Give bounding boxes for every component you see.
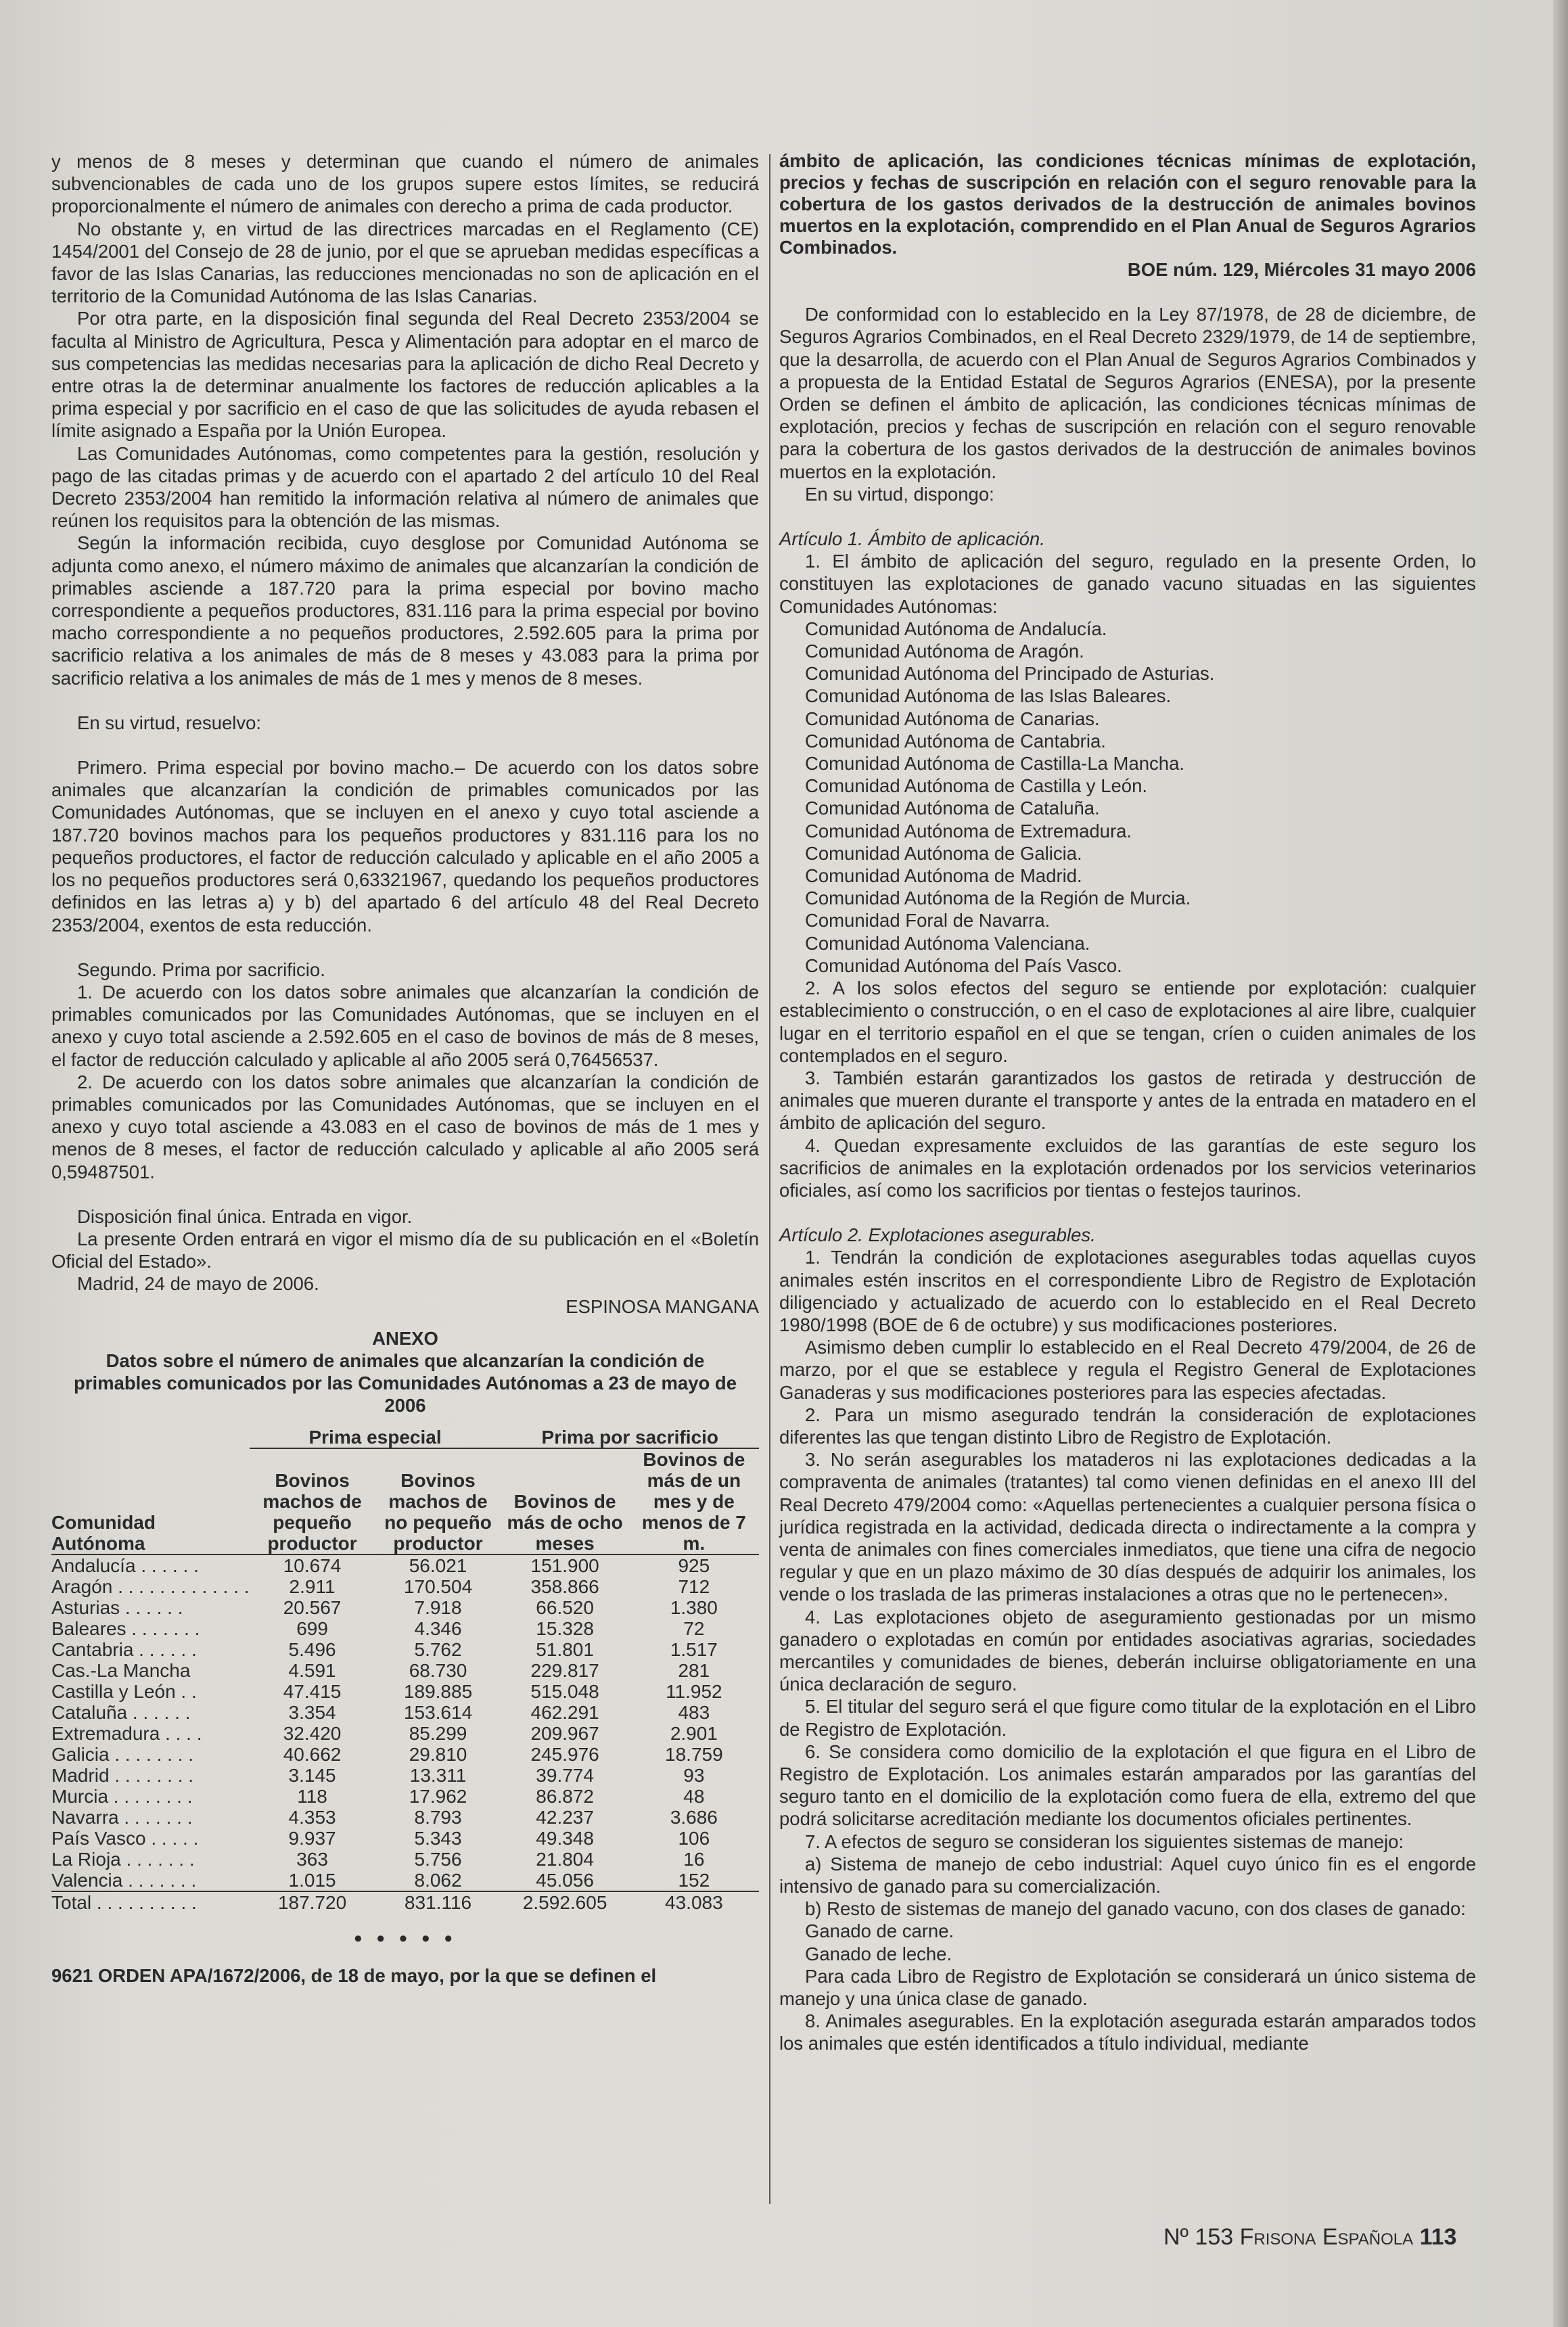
issue-number: Nº 153 — [1163, 2224, 1234, 2250]
table-cell-value: 2.592.605 — [501, 1891, 629, 1913]
table-cell-value: 831.116 — [375, 1891, 501, 1913]
list-item: Comunidad Autónoma de Cataluña. — [805, 798, 1100, 819]
table-cell-value: 151.900 — [530, 1554, 599, 1576]
table-row — [51, 1870, 759, 1891]
communities-list — [779, 618, 1476, 977]
table-cell-region: Asturias . . . . . . — [51, 1596, 183, 1618]
table-cell-value: 3.686 — [670, 1806, 718, 1828]
table-cell-region: Aragón . . . . . . . . . . . . . — [51, 1575, 250, 1597]
article-2-paragraph-4: 3. No serán asegurables los mataderos ni las explotaciones dedicadas a la compraventa de animales (tratantes) tal como vienen definidas en el anexo III del Real Decreto 479/2004 como: «Aquellas pertenecientes a cualquier persona física o jurídica registrada en la actividad, dedicada directa o indirectamente a la compra y venta de animales con fines comerciales inmediatos, que tiene una cifra de negocio regular y que en un plazo máximo de 30 días después de adquirir los animales, los vende o los traslada de las primeras instalaciones a otras que no le pertenecen». — [779, 1449, 1476, 1605]
table-cell-value: 3.354 — [288, 1701, 336, 1723]
table-group-prima-sacrificio: Prima por sacrificio — [501, 1427, 759, 1448]
right-column — [779, 150, 1476, 2055]
table-cell-value: 15.328 — [536, 1617, 594, 1639]
list-item: Comunidad Autónoma de Andalucía. — [805, 618, 1107, 639]
page-footer — [1163, 2224, 1456, 2251]
table-cell-value: 32.420 — [283, 1722, 342, 1744]
table-cell-value: 712 — [678, 1575, 710, 1597]
table-cell-value: 483 — [678, 1701, 710, 1723]
table-cell-region: Total . . . . . . . . . . — [51, 1891, 250, 1913]
table-cell-value: 2.901 — [670, 1722, 718, 1744]
left-paragraph-resuelvo: En su virtud, resuelvo: — [77, 712, 262, 733]
table-cell-region: Valencia . . . . . . . — [51, 1869, 197, 1891]
table-row — [51, 1554, 759, 1576]
table-cell-value: 925 — [678, 1554, 710, 1576]
left-paragraph-disposicion: Disposición final única. Entrada en vigor. — [77, 1205, 413, 1227]
table-cell-value: 72 — [683, 1617, 705, 1639]
article-2-paragraph-3: 2. Para un mismo asegurado tendrán la consideración de explotaciones diferentes las que tengan distinto Libro de Registro de Explotación. — [779, 1404, 1476, 1448]
left-paragraph-entrada-vigor: La presente Orden entrará en vigor el mismo día de su publicación en el «Boletín Oficial del Estado». — [51, 1228, 759, 1272]
table-cell-value: 245.976 — [530, 1743, 599, 1765]
table-row — [51, 1786, 759, 1807]
article-2-paragraph-7: 6. Se considera como domicilio de la explotación el que figura en el Libro de Registro de Explotación. Los animales estarán amparados por las garantías del seguro tanto en el domicilio de la explotación como fuera de ella, extremo del que podrá solicitarse acreditación mediante los documentos oficiales pertinentes. — [779, 1741, 1476, 1830]
list-item: Comunidad Autónoma de Cantabria. — [805, 730, 1106, 752]
table-cell-value: 47.415 — [283, 1680, 342, 1702]
table-cell-value: 462.291 — [530, 1701, 599, 1723]
article-2-paragraph-2: Asimismo deben cumplir lo establecido en el Real Decreto 479/2004, de 26 de marzo, por el que se establece y regula el Registro General de Explotaciones Ganaderas y sus modificaciones posteriores para las especies afectadas. — [779, 1337, 1476, 1403]
order-heading-continued: ámbito de aplicación, las condiciones técnicas mínimas de explotación, precios y fechas de suscripción en relación con el seguro renovable para la cobertura de los gastos derivados de la destrucción de animales bovinos muertos en la explotación, comprendido en el Plan Anual de Seguros Agrarios Combinados. — [779, 150, 1476, 258]
table-cell-value: 4.353 — [288, 1806, 336, 1828]
table-cell-region: Madrid . . . . . . . . — [51, 1764, 194, 1786]
left-paragraph-1: y menos de 8 meses y determinan que cuando el número de animales subvencionables de cada uno de los grupos supere estos límites, se reducirá proporcionalmente el número de animales con derecho a prima de cada productor. — [51, 151, 759, 217]
table-cell-value: 5.343 — [414, 1827, 462, 1849]
annex-title: ANEXO — [372, 1327, 438, 1349]
table-row — [51, 1828, 759, 1849]
article-2-paragraph-12: Ganado de leche. — [805, 1943, 952, 1964]
table-cell-value: 358.866 — [530, 1575, 599, 1597]
left-paragraph-4: Las Comunidades Autónomas, como competentes para la gestión, resolución y pago de las citadas primas y de acuerdo con el apartado 2 del artículo 10 del Real Decreto 2353/2004 han remitido la información relativa al número de animales que reúnen los requisitos para la obtención de las mismas. — [51, 442, 759, 532]
table-cell-value: 29.810 — [409, 1743, 467, 1765]
table-cell-value: 51.801 — [536, 1638, 594, 1660]
article-1-paragraph-2: 2. A los solos efectos del seguro se entiende por explotación: cualquier establecimiento o construcción, o en el caso de explotaciones al aire libre, cualquier lugar en el territorio español en el que se tengan, críen o cuiden animales de los contemplados en el seguro. — [779, 977, 1476, 1066]
list-item: Comunidad Autónoma de las Islas Baleares. — [805, 685, 1172, 707]
list-item: Comunidad Autónoma del País Vasco. — [805, 954, 1122, 976]
left-paragraph-segundo-1: 1. De acuerdo con los datos sobre animales que alcanzarían la condición de primables comunicados por las Comunidades Autónomas, que se incluyen en el anexo y cuyo total asciende a 2.592.605 en el caso de bovinos de más de 8 meses, el factor de reducción calculado y aplicable al año 2005 será 0,76456537. — [51, 981, 759, 1070]
table-cell-value: 85.299 — [409, 1722, 467, 1744]
table-cell-region: La Rioja . . . . . . . — [51, 1848, 195, 1870]
table-cell-value: 281 — [678, 1659, 710, 1681]
article-2-paragraph-1: 1. Tendrán la condición de explotaciones asegurables todas aquellas cuyos animales estén inscritos en el correspondiente Libro de Registro de Explotación diligenciado y actualizado de acuerdo con lo establecido en el Real Decreto 1980/1998 (BOE de 6 de octubre) y sus modificaciones posteriores. — [779, 1247, 1476, 1335]
article-1-paragraph-3: 3. También estarán garantizados los gastos de retirada y destrucción de animales que mueren durante el transporte y antes de la entrada en matadero en el ámbito de aplicación del seguro. — [779, 1067, 1476, 1134]
article-2-paragraph-9: a) Sistema de manejo de cebo industrial: Aquel cuyo único fin es el engorde intensivo de ganado para su comercialización. — [779, 1853, 1476, 1897]
magazine-name: Frisona Española — [1239, 2224, 1414, 2250]
list-item: Comunidad Autónoma de Castilla y León. — [805, 775, 1148, 797]
table-cell-value: 4.591 — [288, 1659, 336, 1681]
table-cell-value: 93 — [683, 1764, 705, 1786]
table-cell-value: 4.346 — [414, 1617, 462, 1639]
article-2-paragraph-8: 7. A efectos de seguro se consideran los siguientes sistemas de manejo: — [805, 1830, 1404, 1852]
table-cell-value: 1.517 — [670, 1638, 718, 1660]
table-cell-value: 1.015 — [288, 1869, 336, 1891]
list-item: Comunidad Autónoma de Aragón. — [805, 641, 1084, 662]
left-paragraph-2: No obstante y, en virtud de las directrices marcadas en el Reglamento (CE) 1454/2001 del Consejo de 28 de junio, por el que se aprueban medidas específicas a favor de las Islas Canarias, las reducciones mencionadas no son de aplicación en el territorio de la Comunidad Autónoma de las Islas Canarias. — [51, 218, 759, 307]
table-cell-value: 16 — [683, 1848, 705, 1870]
table-row — [51, 1807, 759, 1828]
table-cell-value: 10.674 — [283, 1554, 342, 1576]
list-item: Comunidad Autónoma de Castilla-La Mancha. — [805, 753, 1185, 775]
article-1-paragraph-1: 1. El ámbito de aplicación del seguro, regulado en la presente Orden, lo constituyen las explotaciones de ganado vacuno situadas en las siguientes Comunidades Autónomas: — [779, 551, 1476, 617]
list-item: Comunidad Autónoma de Madrid. — [805, 865, 1082, 887]
table-cell-value: 1.380 — [670, 1596, 718, 1618]
table-cell-value: 187.720 — [250, 1891, 375, 1913]
table-total-row — [51, 1891, 759, 1913]
table-row — [51, 1765, 759, 1786]
article-2-title: Artículo 2. Explotaciones asegurables. — [779, 1224, 1096, 1246]
signature: ESPINOSA MANGANA — [566, 1295, 759, 1317]
boe-reference: BOE núm. 129, Miércoles 31 mayo 2006 — [1127, 259, 1476, 280]
table-cell-value: 515.048 — [530, 1680, 599, 1702]
table-cell-region: Castilla y León . . — [51, 1680, 197, 1702]
table-cell-value: 56.021 — [409, 1554, 467, 1576]
table-row — [51, 1723, 759, 1744]
list-item: Comunidad Autónoma de la Región de Murcia. — [805, 888, 1191, 909]
left-paragraph-5: Según la información recibida, cuyo desglose por Comunidad Autónoma se adjunta como anexo, el número máximo de animales que alcanzarían la condición de primables asciende a 187.720 para la prima especial por bovino macho correspondiente a pequeños productores, 831.116 para la prima especial por bovino macho correspondiente a no pequeños productores, 2.592.605 para la prima por sacrificio relativa a los animales de más de 8 meses y 43.083 para la prima por sacrificio relativa a los animales de más de 1 mes y menos de 8 meses. — [51, 532, 759, 689]
table-cell-region: Extremadura . . . . — [51, 1722, 202, 1744]
table-cell-value: 8.793 — [414, 1806, 462, 1828]
table-cell-value: 86.872 — [536, 1785, 594, 1807]
annex-table — [51, 1427, 759, 1913]
article-2-paragraph-6: 5. El titular del seguro será el que figure como titular de la explotación en el Libro de Registro de Explotación. — [779, 1696, 1476, 1740]
table-cell-value: 153.614 — [403, 1701, 473, 1723]
order-heading: 9621 ORDEN APA/1672/2006, de 18 de mayo, por la que se definen el — [51, 1964, 657, 1986]
table-row — [51, 1576, 759, 1597]
table-cell-value: 5.762 — [414, 1638, 462, 1660]
table-cell-value: 209.967 — [530, 1722, 599, 1744]
table-cell-region: Murcia . . . . . . . . — [51, 1785, 193, 1807]
table-cell-region: Andalucía . . . . . . — [51, 1554, 199, 1576]
list-item: Comunidad Autónoma de Canarias. — [805, 708, 1100, 729]
table-cell-value: 39.774 — [536, 1764, 594, 1786]
table-cell-value: 9.937 — [288, 1827, 336, 1849]
table-cell-value: 18.759 — [665, 1743, 723, 1765]
table-row — [51, 1702, 759, 1723]
left-paragraph-segundo-title: Segundo. Prima por sacrificio. — [77, 959, 325, 980]
table-cell-region: Baleares . . . . . . . — [51, 1617, 200, 1639]
article-2-paragraph-5: 4. Las explotaciones objeto de aseguramiento gestionadas por un mismo ganadero o explotadas en común por entidades asociativas agrarias, sociedades mercantiles y comunidades de bienes, deberán incluirse obligatoriamente en una única declaración de seguro. — [779, 1606, 1476, 1695]
table-cell-region: Galicia . . . . . . . . — [51, 1743, 194, 1765]
table-cell-value: 118 — [297, 1785, 327, 1807]
annex-subtitle: Datos sobre el número de animales que alcanzarían la condición de primables comunicados por las Comunidades Autónomas a 23 de mayo de 2006 — [73, 1350, 737, 1416]
table-cell-value: 20.567 — [283, 1596, 342, 1618]
right-paragraph-1: De conformidad con lo establecido en la Ley 87/1978, de 28 de diciembre, de Seguros Agrarios Combinados, en el Real Decreto 2329/1979, de 14 de septiembre, que la desarrolla, de acuerdo con el Plan Anual de Seguros Agrarios Combinados y a propuesta de la Entidad Estatal de Seguros Agrarios (ENESA), por la presente Orden se definen el ámbito de aplicación, las condiciones técnicas mínimas de explotación, precios y fechas de suscripción en relación con el seguro renovable para la cobertura de los gastos derivados de la destrucción de animales bovinos muertos en la explotación. — [779, 304, 1476, 482]
table-row — [51, 1849, 759, 1870]
table-cell-value: 699 — [296, 1617, 328, 1639]
table-cell-value: 49.348 — [536, 1827, 594, 1849]
table-cell-value: 7.918 — [414, 1596, 462, 1618]
table-header-mas-un-mes: Bovinos de más de un mes y de menos de 7 m. — [629, 1448, 759, 1554]
table-header-mas-ocho: Bovinos de más de ocho meses — [501, 1448, 629, 1554]
table-row — [51, 1639, 759, 1660]
table-group-prima-especial: Prima especial — [250, 1427, 501, 1448]
left-column — [51, 150, 759, 1987]
table-cell-value: 8.062 — [414, 1869, 462, 1891]
page-number: 113 — [1419, 2224, 1457, 2250]
left-paragraph-fecha: Madrid, 24 de mayo de 2006. — [77, 1273, 319, 1295]
table-header-pequeno: Bovinos machos de pequeño productor — [250, 1448, 375, 1554]
list-item: Comunidad Autónoma de Extremadura. — [805, 820, 1132, 842]
table-cell-value: 170.504 — [403, 1575, 473, 1597]
table-row — [51, 1597, 759, 1618]
list-item: Comunidad Autónoma Valenciana. — [805, 932, 1090, 954]
table-cell-value: 189.885 — [403, 1680, 473, 1702]
table-cell-value: 21.804 — [536, 1848, 594, 1870]
table-cell-value: 2.911 — [289, 1575, 336, 1597]
article-2-paragraph-11: Ganado de carne. — [805, 1920, 954, 1942]
table-header-comunidad: Comunidad Autónoma — [51, 1448, 250, 1554]
left-paragraph-3: Por otra parte, en la disposición final segunda del Real Decreto 2353/2004 se faculta al Ministro de Agricultura, Pesca y Alimentación para adoptar en el marco de sus competencias las medidas necesarias para la aplicación de dicho Real Decreto y entre otras la de determinar anualmente los factores de reducción aplicables a la prima especial y por sacrificio en el caso de que las solicitudes de ayuda rebasen el límite asignado a España por la Unión Europea. — [51, 308, 759, 442]
table-cell-value: 66.520 — [536, 1596, 594, 1618]
article-1-paragraph-4: 4. Quedan expresamente excluidos de las garantías de este seguro los sacrificios de animales en la explotación ordenados por los servicios veterinarios oficiales, así como los sacrificios por tientas o festejos taurinos. — [779, 1134, 1476, 1201]
table-cell-value: 5.756 — [414, 1848, 462, 1870]
table-row — [51, 1681, 759, 1702]
right-paragraph-dispongo: En su virtud, dispongo: — [805, 483, 994, 505]
article-1-title: Artículo 1. Ámbito de aplicación. — [779, 528, 1045, 550]
table-cell-value: 13.311 — [409, 1764, 467, 1786]
column-divider — [769, 154, 770, 2204]
list-item: Comunidad Autónoma de Galicia. — [805, 842, 1082, 864]
page-spine-shadow — [1553, 0, 1568, 2327]
table-cell-region: Cas.-La Mancha — [51, 1659, 191, 1681]
table-cell-region: Navarra . . . . . . . — [51, 1806, 193, 1828]
table-cell-region: Cantabria . . . . . . — [51, 1638, 197, 1660]
article-2-paragraph-10: b) Resto de sistemas de manejo del ganado vacuno, con dos clases de ganado: — [805, 1898, 1466, 1920]
annex-table-body — [51, 1554, 759, 1913]
table-cell-value: 11.952 — [666, 1680, 722, 1702]
article-2-paragraph-14: 8. Animales asegurables. En la explotación asegurada estarán amparados todos los animales que estén identificados a título individual, mediante — [779, 2010, 1476, 2054]
table-cell-value: 229.817 — [530, 1659, 599, 1681]
table-row — [51, 1618, 759, 1639]
table-row — [51, 1660, 759, 1681]
table-cell-value: 363 — [296, 1848, 328, 1870]
table-cell-value: 48 — [683, 1785, 705, 1807]
list-item: Comunidad Autónoma del Principado de Asturias. — [805, 663, 1215, 685]
left-paragraph-segundo-2: 2. De acuerdo con los datos sobre animales que alcanzarían la condición de primables comunicados por las Comunidades Autónomas, que se incluyen en el anexo y cuyo total asciende a 43.083 en el caso de bovinos de más de 1 mes y menos de 8 meses, el factor de reducción calculado y aplicable al año 2005 será 0,59487501. — [51, 1071, 759, 1182]
table-cell-value: 45.056 — [536, 1869, 594, 1891]
table-cell-value: 40.662 — [283, 1743, 342, 1765]
table-cell-value: 5.496 — [288, 1638, 336, 1660]
table-cell-value: 43.083 — [629, 1891, 759, 1913]
table-cell-value: 106 — [678, 1827, 710, 1849]
table-cell-value: 3.145 — [288, 1764, 336, 1786]
table-cell-value: 17.962 — [409, 1785, 467, 1807]
table-cell-value: 68.730 — [409, 1659, 467, 1681]
left-paragraph-primero: Primero. Prima especial por bovino macho.– De acuerdo con los datos sobre animales que alcanzarían la condición de primables comunicados por las Comunidades Autónomas, que se incluyen en el anexo y cuyo total asciende a 187.720 bovinos machos para los pequeños productores y 831.116 para los no pequeños productores, el factor de reducción calculado y aplicable en el año 2005 a los no pequeños productores será 0,63321967, quedando los pequeños productores definidos en las letras a) y b) del apartado 6 del artículo 48 del Real Decreto 2353/2004, exentos de esta reducción. — [51, 757, 759, 936]
table-cell-region: País Vasco . . . . . — [51, 1827, 199, 1849]
table-header-no-pequeno: Bovinos machos de no pequeño productor — [375, 1448, 501, 1554]
table-row — [51, 1744, 759, 1765]
article-2-paragraph-13: Para cada Libro de Registro de Explotación se considerará un único sistema de manejo y una única clase de ganado. — [779, 1965, 1476, 2010]
section-separator: • • • • • — [354, 1925, 457, 1952]
table-cell-region: Cataluña . . . . . . — [51, 1701, 191, 1723]
table-cell-value: 42.237 — [536, 1806, 594, 1828]
table-cell-value: 152 — [678, 1869, 710, 1891]
list-item: Comunidad Foral de Navarra. — [805, 910, 1051, 931]
